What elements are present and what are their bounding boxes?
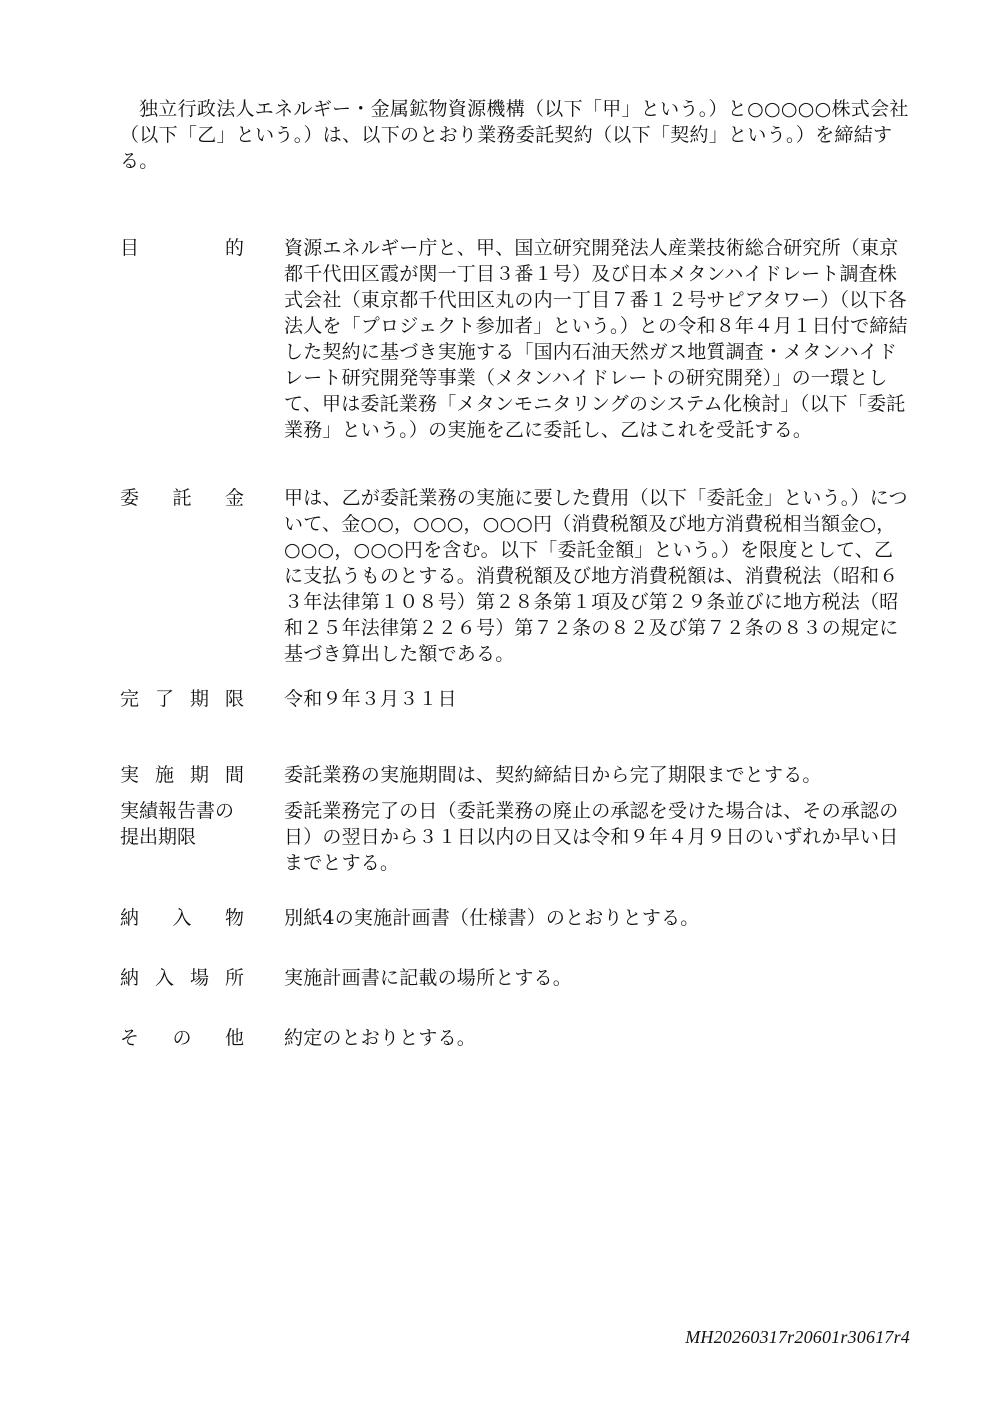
term-period-label: 実施期間 bbox=[120, 764, 244, 786]
term-deliverables-label: 納入物 bbox=[120, 907, 244, 929]
term-report-label-line2: 提出期限 bbox=[120, 826, 197, 848]
term-deadline-text: 令和９年３月３１日 bbox=[284, 688, 457, 710]
term-deadline-label: 完了期限 bbox=[120, 688, 244, 710]
term-period-text: 委託業務の実施期間は、契約締結日から完了期限までとする。 bbox=[284, 764, 822, 786]
term-fee-label: 委託金 bbox=[120, 487, 244, 509]
term-fee-text: 甲は、乙が委託業務の実施に要した費用（以下「委託金」という。）について、金○○，○○○，○○○円（消費税額及び地方消費税相当額金○，○○○，○○○円を含む。以下「委託金額」という。）を限度として、乙に支払うものとする。消費税額及び地方消費税額は、消費税法（昭和６３年法律第１０８号）第２８条第１項及び第２９条並びに地方税法（昭和２５年法律第２２６号）第７２条の８２及び第７２条の８３の規定に基づき算出した額である。 bbox=[284, 487, 908, 665]
term-other-text: 約定のとおりとする。 bbox=[284, 1027, 477, 1049]
document-code: MH20260317r20601r30617r4 bbox=[685, 1327, 910, 1347]
term-deliverables-text: 別紙4の実施計画書（仕様書）のとおりとする。 bbox=[284, 907, 700, 929]
contract-intro-paragraph: 独立行政法人エネルギー・金属鉱物資源機構（以下「甲」という。）と○○○○○株式会社（以下「乙」という。）は、以下のとおり業務委託契約（以下「契約」という。）を締結する。 bbox=[120, 98, 909, 172]
term-report-text: 委託業務完了の日（委託業務の廃止の承認を受けた場合は、その承認の日）の翌日から３１日以内の日又は令和９年４月９日のいずれか早い日までとする。 bbox=[284, 800, 899, 874]
term-report-label bbox=[120, 798, 260, 850]
term-delivery-place-text: 実施計画書に記載の場所とする。 bbox=[284, 967, 573, 989]
term-other-label: その他 bbox=[120, 1027, 244, 1049]
term-purpose-text: 資源エネルギー庁と、甲、国立研究開発法人産業技術総合研究所（東京都千代田区霞が関一丁目３番１号）及び日本メタンハイドレート調査株式会社（東京都千代田区丸の内一丁目７番１２号サピアタワー）（以下各法人を「プロジェクト参加者」という。）との令和８年４月１日付で締結した契約に基づき実施する「国内石油天然ガス地質調査・メタンハイドレート研究開発等事業（メタンハイドレートの研究開発）」の一環として、甲は委託業務「メタンモニタリングのシステム化検討」（以下「委託業務」という。）の実施を乙に委託し、乙はこれを受託する。 bbox=[284, 237, 908, 441]
term-purpose-label: 目的 bbox=[120, 237, 244, 259]
term-delivery-place-label: 納入場所 bbox=[120, 967, 244, 989]
term-report-label-line1: 実績報告書の bbox=[120, 800, 235, 822]
